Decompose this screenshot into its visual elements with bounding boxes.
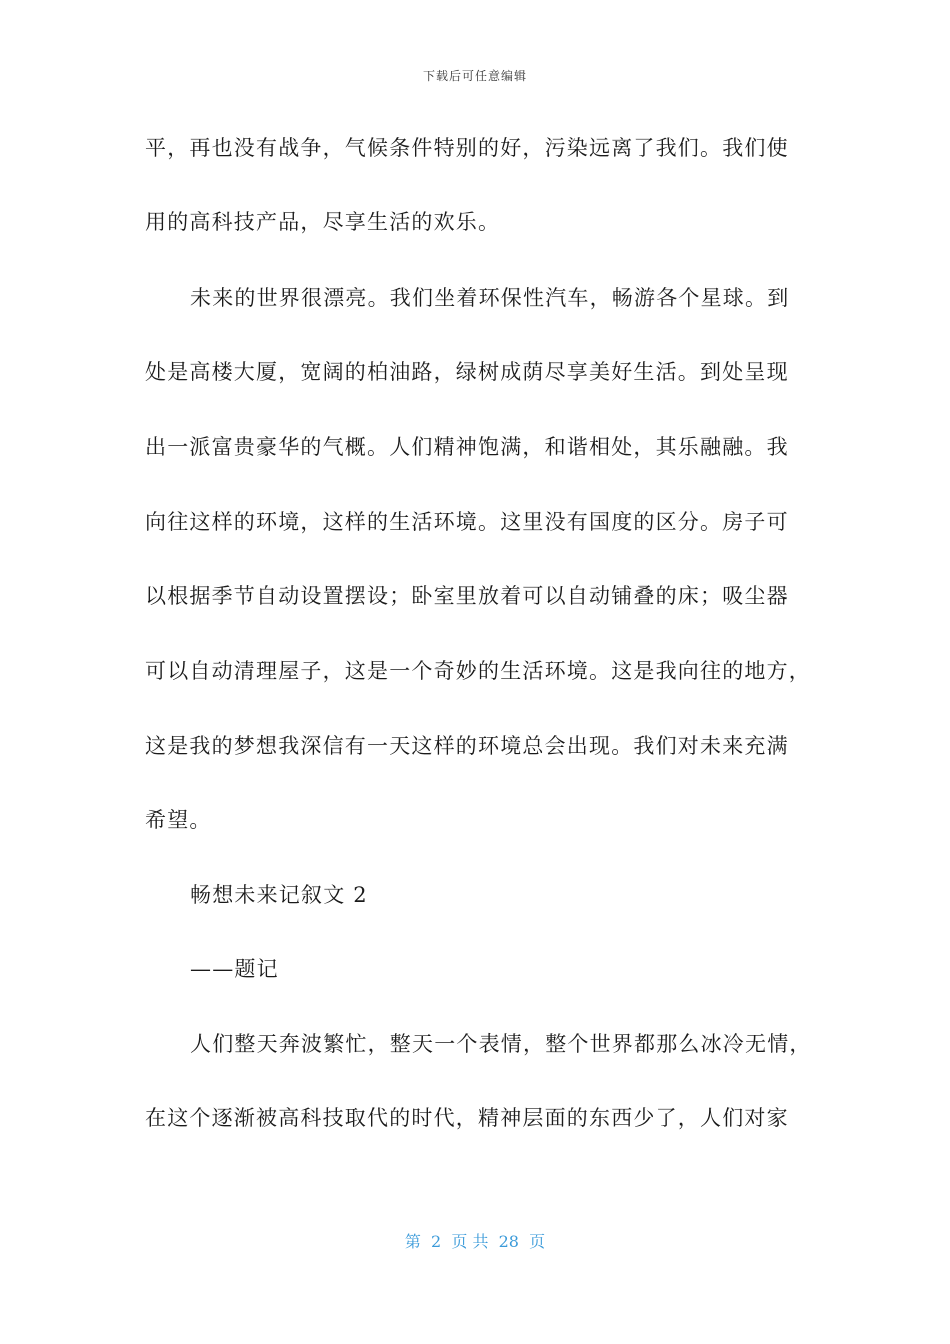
paragraph-line: 处是高楼大厦，宽阔的柏油路，绿树成荫尽享美好生活。到处呈现	[145, 360, 789, 384]
paragraph-line: 未来的世界很漂亮。我们坐着环保性汽车，畅游各个星球。到	[190, 286, 790, 310]
paragraph-line: 平，再也没有战争，气候条件特别的好，污染远离了我们。我们使	[145, 136, 789, 160]
paragraph-line: 可以自动清理屋子，这是一个奇妙的生活环境。这是我向往的地方，	[145, 659, 811, 683]
paragraph-line: 向往这样的环境，这样的生活环境。这里没有国度的区分。房子可	[145, 510, 789, 534]
page-header: 下载后可任意编辑	[422, 69, 527, 83]
paragraph-line: 这是我的梦想我深信有一天这样的环境总会出现。我们对未来充满	[145, 734, 789, 758]
paragraph-line: 在这个逐渐被高科技取代的时代，精神层面的东西少了，人们对家	[145, 1106, 789, 1130]
page-number-footer: 第 2 页 共 28 页	[404, 1232, 546, 1251]
paragraph-line: 用的高科技产品，尽享生活的欢乐。	[145, 210, 501, 234]
section-title: 畅想未来记叙文 2	[190, 883, 368, 907]
paragraph-line: 希望。	[145, 808, 212, 832]
epigraph-label: ——题记	[190, 957, 279, 981]
paragraph-line: 出一派富贵豪华的气概。人们精神饱满，和谐相处，其乐融融。我	[145, 435, 789, 459]
paragraph-line: 以根据季节自动设置摆设；卧室里放着可以自动铺叠的床；吸尘器	[145, 584, 789, 608]
paragraph-line: 人们整天奔波繁忙，整天一个表情，整个世界都那么冰冷无情，	[190, 1032, 812, 1056]
